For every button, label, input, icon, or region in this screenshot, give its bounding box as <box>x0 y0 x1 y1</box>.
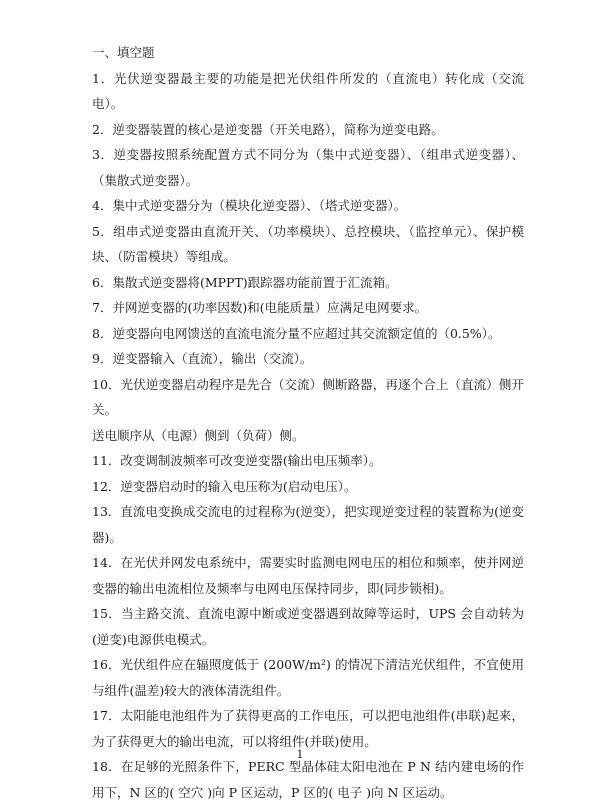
section-heading: 一、填空题 <box>92 45 155 60</box>
question-6: 6．集散式逆变器将(MPPT)跟踪器功能前置于汇流箱。 <box>92 274 398 290</box>
question-10: 10．光伏逆变器启动程序是先合（交流）侧断路器，再逐个合上（直流）侧开关。 <box>92 376 524 417</box>
question-16: 16．光伏组件应在辐照度低于 (200W/m²) 的情况下清洁光伏组件，不宜使用与组件(温差)较大的液体清洗组件。 <box>92 657 524 698</box>
question-15: 15．当主路交流、直流电源中断或逆变器遇到故障等运时，UPS 会自动转为(逆变)电源供电模式。 <box>92 606 524 647</box>
question-7: 7．并网逆变器的(功率因数)和(电能质量）应满足电网要求。 <box>92 300 428 315</box>
question-5: 5．组串式逆变器由直流开关、（功率模块）、总控模块、（监控单元）、保护模块、（防雷模块）等组成。 <box>92 223 524 264</box>
question-2: 2．逆变器装置的核心是逆变器（开关电路），简称为逆变电路。 <box>92 121 444 137</box>
question-3: 3．逆变器按照系统配置方式不同分为（集中式逆变器）、（组串式逆变器）、（集散式逆变器）。 <box>92 147 524 188</box>
question-11: 11．改变调制波频率可改变逆变器(输出电压频率）。 <box>92 453 382 468</box>
question-9: 9．逆变器输入（直流），输出（交流）。 <box>92 351 313 366</box>
question-18: 18．在足够的光照条件下，PERC 型晶体硅太阳电池在 P N 结内建电场的作用下，N 区的( 空穴 )向 P 区运动，P 区的( 电子 )向 N 区运动。 <box>92 759 524 800</box>
question-13: 13．直流电变换成交流电的过程称为(逆变），把实现逆变过程的装置称为(逆变器)。 <box>92 504 524 545</box>
page-number: 1 <box>296 748 304 761</box>
question-12: 12．逆变器启动时的输入电压称为(启动电压）。 <box>92 478 357 494</box>
question-4: 4．集中式逆变器分为（模块化逆变器）、（塔式逆变器）。 <box>92 198 407 213</box>
question-17: 17．太阳能电池组件为了获得更高的工作电压，可以把电池组件(串联)起来，为了获得更大的输出电流，可以将组件(并联)使用。 <box>92 708 524 749</box>
question-8: 8．逆变器向电网馈送的直流电流分量不应超过其交流额定值的（0.5%）。 <box>92 325 501 341</box>
question-list <box>92 40 524 805</box>
question-10-continuation: 送电顺序从（电源）侧到（负荷）侧。 <box>92 427 305 443</box>
question-1: 1．光伏逆变器最主要的功能是把光伏组件所发的（直流电）转化成（交流电）。 <box>92 70 524 111</box>
question-14: 14．在光伏并网发电系统中，需要实时监测电网电压的相位和频率，使并网逆变器的输出电流相位及频率与电网电压保持同步，即(同步锁相)。 <box>92 555 524 596</box>
